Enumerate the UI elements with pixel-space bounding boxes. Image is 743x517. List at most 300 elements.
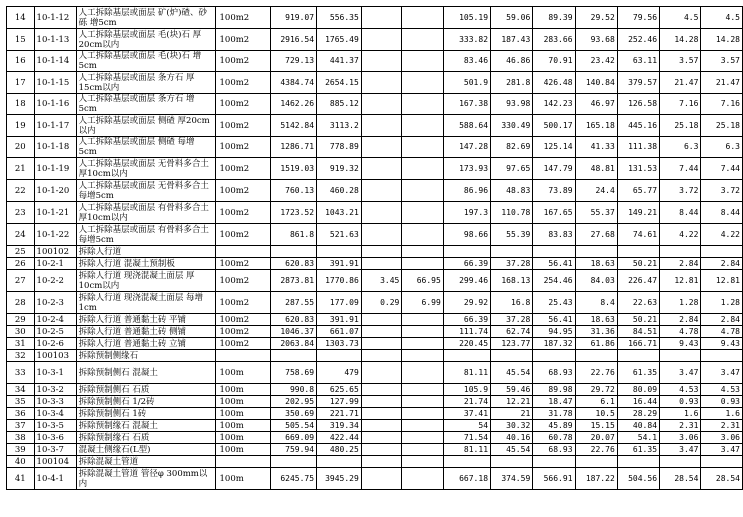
value-cell: 84.03 [575, 270, 617, 292]
value-cell: 22.76 [575, 444, 617, 456]
value-cell: 1046.37 [271, 326, 317, 338]
unit-cell: 100m2 [215, 72, 271, 94]
value-cell: 80.09 [617, 384, 659, 396]
value-cell [402, 94, 443, 115]
code-cell: 10-1-12 [34, 7, 76, 29]
value-cell: 110.78 [491, 202, 533, 224]
unit-cell: 100m2 [215, 270, 271, 292]
value-cell: 86.96 [443, 180, 490, 202]
value-cell: 15.15 [575, 420, 617, 432]
value-cell: 758.69 [271, 362, 317, 384]
table-row [7, 292, 743, 314]
value-cell: 3.47 [701, 444, 743, 456]
value-cell: 226.47 [617, 270, 659, 292]
value-cell: 7.16 [660, 94, 701, 115]
value-cell: 620.83 [271, 314, 317, 326]
value-cell: 1286.71 [271, 137, 317, 158]
row-number-cell: 37 [7, 420, 35, 432]
row-number-cell: 14 [7, 7, 35, 29]
value-cell: 187.32 [533, 338, 575, 350]
code-cell: 10-3-3 [34, 396, 76, 408]
value-cell: 168.13 [491, 270, 533, 292]
value-cell: 7.44 [701, 158, 743, 180]
unit-cell: 100m2 [215, 224, 271, 246]
table-row [7, 137, 743, 158]
unit-cell: 100m2 [215, 7, 271, 29]
row-number-cell: 36 [7, 408, 35, 420]
value-cell [575, 456, 617, 468]
value-cell: 379.57 [617, 72, 659, 94]
value-cell: 5142.84 [271, 115, 317, 137]
item-name-cell: 拆除人行道 现浇混凝土面层 每增1cm [76, 292, 215, 314]
row-number-cell: 34 [7, 384, 35, 396]
value-cell: 37.28 [491, 258, 533, 270]
unit-cell: 100m [215, 396, 271, 408]
unit-cell: 100m [215, 420, 271, 432]
value-cell: 299.46 [443, 270, 490, 292]
item-name-cell: 人工拆除基层或面层 条方石 厚15cm以内 [76, 72, 215, 94]
value-cell [361, 158, 402, 180]
code-cell: 10-1-20 [34, 180, 76, 202]
value-cell: 1723.52 [271, 202, 317, 224]
unit-cell: 100m2 [215, 158, 271, 180]
unit-cell: 100m2 [215, 51, 271, 72]
table-row [7, 444, 743, 456]
value-cell: 202.95 [271, 396, 317, 408]
value-cell: 105.9 [443, 384, 490, 396]
value-cell [402, 396, 443, 408]
value-cell [361, 94, 402, 115]
value-cell: 2873.81 [271, 270, 317, 292]
table-row [7, 115, 743, 137]
code-cell: 10-4-1 [34, 468, 76, 490]
value-cell: 521.63 [317, 224, 362, 246]
item-name-cell: 拆除人行道 现浇混凝土面层 厚10cm以内 [76, 270, 215, 292]
value-cell [361, 29, 402, 51]
value-cell: 391.91 [317, 314, 362, 326]
table-row [7, 350, 743, 362]
value-cell: 6245.75 [271, 468, 317, 490]
value-cell: 127.99 [317, 396, 362, 408]
code-cell: 10-2-3 [34, 292, 76, 314]
item-name-cell: 拆除预制侧石 1/2砖 [76, 396, 215, 408]
table-row [7, 384, 743, 396]
code-cell: 100102 [34, 246, 76, 258]
value-cell: 8.4 [575, 292, 617, 314]
value-cell: 6.1 [575, 396, 617, 408]
table-row [7, 420, 743, 432]
item-name-cell: 拆除人行道 普通黏土砖 侧铺 [76, 326, 215, 338]
value-cell [402, 314, 443, 326]
value-cell: 556.35 [317, 7, 362, 29]
value-cell: 25.18 [660, 115, 701, 137]
value-cell: 330.49 [491, 115, 533, 137]
value-cell [361, 408, 402, 420]
value-cell: 504.56 [617, 468, 659, 490]
value-cell: 147.79 [533, 158, 575, 180]
value-cell: 8.44 [660, 202, 701, 224]
quota-table [6, 6, 743, 490]
value-cell: 71.54 [443, 432, 490, 444]
value-cell: 1.6 [660, 408, 701, 420]
table-row [7, 51, 743, 72]
code-cell: 10-2-2 [34, 270, 76, 292]
value-cell: 4.22 [701, 224, 743, 246]
value-cell: 21.47 [701, 72, 743, 94]
value-cell: 28.54 [701, 468, 743, 490]
code-cell: 10-1-16 [34, 94, 76, 115]
value-cell: 12.81 [701, 270, 743, 292]
value-cell: 254.46 [533, 270, 575, 292]
value-cell [361, 7, 402, 29]
value-cell [617, 456, 659, 468]
item-name-cell: 拆除预制缘石 石质 [76, 432, 215, 444]
table-row [7, 468, 743, 490]
value-cell: 50.21 [617, 314, 659, 326]
value-cell: 426.48 [533, 72, 575, 94]
row-number-cell: 19 [7, 115, 35, 137]
value-cell: 18.47 [533, 396, 575, 408]
row-number-cell: 15 [7, 29, 35, 51]
value-cell [533, 350, 575, 362]
value-cell: 54 [443, 420, 490, 432]
value-cell [361, 384, 402, 396]
unit-cell: 100m2 [215, 338, 271, 350]
value-cell: 6.3 [660, 137, 701, 158]
value-cell: 61.86 [575, 338, 617, 350]
row-number-cell: 32 [7, 350, 35, 362]
value-cell: 441.37 [317, 51, 362, 72]
value-cell [402, 384, 443, 396]
code-cell: 10-3-7 [34, 444, 76, 456]
value-cell: 625.65 [317, 384, 362, 396]
value-cell: 3.72 [701, 180, 743, 202]
value-cell: 759.94 [271, 444, 317, 456]
value-cell [575, 246, 617, 258]
unit-cell: 100m [215, 444, 271, 456]
value-cell: 27.68 [575, 224, 617, 246]
value-cell: 479 [317, 362, 362, 384]
value-cell: 54.1 [617, 432, 659, 444]
row-number-cell: 21 [7, 158, 35, 180]
value-cell: 4.78 [660, 326, 701, 338]
row-number-cell: 40 [7, 456, 35, 468]
value-cell [402, 420, 443, 432]
value-cell [361, 137, 402, 158]
value-cell: 18.63 [575, 314, 617, 326]
value-cell: 21.74 [443, 396, 490, 408]
value-cell [402, 408, 443, 420]
value-cell [701, 456, 743, 468]
value-cell: 83.46 [443, 51, 490, 72]
value-cell [317, 350, 362, 362]
value-cell: 669.09 [271, 432, 317, 444]
value-cell: 0.29 [361, 292, 402, 314]
value-cell: 197.3 [443, 202, 490, 224]
value-cell: 167.65 [533, 202, 575, 224]
value-cell: 7.44 [660, 158, 701, 180]
value-cell: 41.33 [575, 137, 617, 158]
value-cell: 46.86 [491, 51, 533, 72]
unit-cell: 100m2 [215, 137, 271, 158]
value-cell: 50.21 [617, 258, 659, 270]
value-cell: 98.66 [443, 224, 490, 246]
value-cell [402, 29, 443, 51]
value-cell: 70.91 [533, 51, 575, 72]
value-cell: 28.29 [617, 408, 659, 420]
value-cell [361, 420, 402, 432]
row-number-cell: 35 [7, 396, 35, 408]
row-number-cell: 31 [7, 338, 35, 350]
value-cell: 55.39 [491, 224, 533, 246]
value-cell: 22.76 [575, 362, 617, 384]
value-cell [443, 350, 490, 362]
value-cell [402, 456, 443, 468]
value-cell: 24.4 [575, 180, 617, 202]
value-cell: 1.28 [701, 292, 743, 314]
value-cell [317, 456, 362, 468]
code-cell: 10-3-1 [34, 362, 76, 384]
row-number-cell: 41 [7, 468, 35, 490]
value-cell: 3945.29 [317, 468, 362, 490]
value-cell: 566.91 [533, 468, 575, 490]
value-cell: 885.12 [317, 94, 362, 115]
table-row [7, 224, 743, 246]
value-cell: 177.09 [317, 292, 362, 314]
value-cell: 0.93 [701, 396, 743, 408]
code-cell: 10-3-4 [34, 408, 76, 420]
value-cell: 62.74 [491, 326, 533, 338]
value-cell: 68.93 [533, 362, 575, 384]
table-row [7, 7, 743, 29]
value-cell: 287.55 [271, 292, 317, 314]
value-cell: 65.77 [617, 180, 659, 202]
value-cell: 25.43 [533, 292, 575, 314]
value-cell: 4384.74 [271, 72, 317, 94]
unit-cell: 100m [215, 362, 271, 384]
value-cell [361, 432, 402, 444]
item-name-cell: 人工拆除基层或面层 矿(炉)碴、砂砾 增5cm [76, 7, 215, 29]
value-cell: 2916.54 [271, 29, 317, 51]
unit-cell [215, 456, 271, 468]
table-row [7, 94, 743, 115]
unit-cell: 100m [215, 408, 271, 420]
value-cell: 2.84 [701, 314, 743, 326]
code-cell: 100103 [34, 350, 76, 362]
code-cell: 100104 [34, 456, 76, 468]
value-cell: 3113.2 [317, 115, 362, 137]
code-cell: 10-2-1 [34, 258, 76, 270]
value-cell [361, 444, 402, 456]
value-cell: 60.78 [533, 432, 575, 444]
unit-cell [215, 350, 271, 362]
value-cell: 861.8 [271, 224, 317, 246]
unit-cell: 100m [215, 432, 271, 444]
value-cell: 126.58 [617, 94, 659, 115]
value-cell: 4.78 [701, 326, 743, 338]
value-cell: 25.18 [701, 115, 743, 137]
value-cell: 29.72 [575, 384, 617, 396]
value-cell: 82.69 [491, 137, 533, 158]
unit-cell: 100m2 [215, 29, 271, 51]
value-cell: 374.59 [491, 468, 533, 490]
value-cell: 7.16 [701, 94, 743, 115]
value-cell: 2.84 [701, 258, 743, 270]
value-cell [533, 456, 575, 468]
item-name-cell: 拆除人行道 混凝土预制板 [76, 258, 215, 270]
value-cell: 391.91 [317, 258, 362, 270]
value-cell [701, 246, 743, 258]
code-cell: 10-2-6 [34, 338, 76, 350]
unit-cell: 100m2 [215, 292, 271, 314]
table-body [7, 7, 743, 490]
value-cell [443, 456, 490, 468]
value-cell: 37.28 [491, 314, 533, 326]
value-cell: 48.83 [491, 180, 533, 202]
item-name-cell: 混凝土侧缘石(L型) [76, 444, 215, 456]
value-cell [361, 258, 402, 270]
item-name-cell: 人工拆除基层或面层 无骨料多合土 厚10cm以内 [76, 158, 215, 180]
table-row [7, 432, 743, 444]
value-cell: 6.99 [402, 292, 443, 314]
value-cell [361, 51, 402, 72]
value-cell [402, 362, 443, 384]
table-row [7, 408, 743, 420]
code-cell: 10-1-17 [34, 115, 76, 137]
item-name-cell: 拆除混凝土管道 管径φ 300mm以内 [76, 468, 215, 490]
value-cell: 1462.26 [271, 94, 317, 115]
value-cell: 63.11 [617, 51, 659, 72]
value-cell: 2.31 [701, 420, 743, 432]
value-cell [402, 246, 443, 258]
value-cell: 167.38 [443, 94, 490, 115]
row-number-cell: 16 [7, 51, 35, 72]
value-cell: 620.83 [271, 258, 317, 270]
value-cell: 61.35 [617, 362, 659, 384]
value-cell [317, 246, 362, 258]
value-cell: 37.41 [443, 408, 490, 420]
value-cell: 1519.03 [271, 158, 317, 180]
table-row [7, 396, 743, 408]
value-cell: 1043.21 [317, 202, 362, 224]
value-cell: 59.46 [491, 384, 533, 396]
value-cell: 4.22 [660, 224, 701, 246]
value-cell: 460.28 [317, 180, 362, 202]
value-cell: 31.36 [575, 326, 617, 338]
code-cell: 10-3-6 [34, 432, 76, 444]
value-cell: 661.07 [317, 326, 362, 338]
code-cell: 10-2-4 [34, 314, 76, 326]
value-cell: 3.72 [660, 180, 701, 202]
value-cell: 2.31 [660, 420, 701, 432]
value-cell: 4.5 [660, 7, 701, 29]
row-number-cell: 38 [7, 432, 35, 444]
value-cell: 83.83 [533, 224, 575, 246]
value-cell: 1765.49 [317, 29, 362, 51]
code-cell: 10-3-5 [34, 420, 76, 432]
code-cell: 10-2-5 [34, 326, 76, 338]
value-cell [443, 246, 490, 258]
item-name-cell: 人工拆除基层或面层 毛(块)石 增5cm [76, 51, 215, 72]
value-cell [361, 72, 402, 94]
value-cell [402, 338, 443, 350]
row-number-cell: 30 [7, 326, 35, 338]
code-cell: 10-1-15 [34, 72, 76, 94]
value-cell [361, 468, 402, 490]
value-cell: 89.39 [533, 7, 575, 29]
value-cell [491, 246, 533, 258]
code-cell: 10-1-18 [34, 137, 76, 158]
value-cell: 252.46 [617, 29, 659, 51]
value-cell: 283.66 [533, 29, 575, 51]
value-cell: 778.89 [317, 137, 362, 158]
unit-cell: 100m [215, 384, 271, 396]
value-cell: 281.8 [491, 72, 533, 94]
value-cell: 81.11 [443, 444, 490, 456]
value-cell: 56.41 [533, 258, 575, 270]
value-cell: 46.97 [575, 94, 617, 115]
value-cell [402, 115, 443, 137]
value-cell [271, 246, 317, 258]
value-cell: 48.81 [575, 158, 617, 180]
value-cell: 2654.15 [317, 72, 362, 94]
value-cell [402, 468, 443, 490]
unit-cell: 100m2 [215, 258, 271, 270]
value-cell: 445.16 [617, 115, 659, 137]
value-cell: 45.89 [533, 420, 575, 432]
value-cell [271, 350, 317, 362]
value-cell: 111.38 [617, 137, 659, 158]
value-cell: 111.74 [443, 326, 490, 338]
value-cell [402, 444, 443, 456]
value-cell: 9.43 [660, 338, 701, 350]
value-cell [361, 246, 402, 258]
row-number-cell: 29 [7, 314, 35, 326]
value-cell [533, 246, 575, 258]
value-cell: 45.54 [491, 362, 533, 384]
value-cell: 919.32 [317, 158, 362, 180]
value-cell [402, 224, 443, 246]
value-cell: 97.65 [491, 158, 533, 180]
value-cell: 59.06 [491, 7, 533, 29]
value-cell: 20.07 [575, 432, 617, 444]
value-cell [402, 72, 443, 94]
item-name-cell: 拆除预制侧缘石 [76, 350, 215, 362]
table-row [7, 158, 743, 180]
value-cell: 187.22 [575, 468, 617, 490]
value-cell: 1.6 [701, 408, 743, 420]
value-cell: 73.89 [533, 180, 575, 202]
value-cell: 14.28 [701, 29, 743, 51]
value-cell: 2.84 [660, 314, 701, 326]
value-cell: 3.06 [660, 432, 701, 444]
value-cell: 3.47 [660, 362, 701, 384]
item-name-cell: 拆除预制侧石 石质 [76, 384, 215, 396]
value-cell: 66.39 [443, 258, 490, 270]
value-cell: 84.51 [617, 326, 659, 338]
value-cell: 501.9 [443, 72, 490, 94]
value-cell [575, 350, 617, 362]
value-cell: 9.43 [701, 338, 743, 350]
item-name-cell: 人工拆除基层或面层 无骨料多合土 每增5cm [76, 180, 215, 202]
code-cell: 10-1-21 [34, 202, 76, 224]
value-cell: 79.56 [617, 7, 659, 29]
value-cell: 21 [491, 408, 533, 420]
value-cell: 1770.86 [317, 270, 362, 292]
table-row [7, 258, 743, 270]
item-name-cell: 拆除预制缘石 混凝土 [76, 420, 215, 432]
value-cell: 55.37 [575, 202, 617, 224]
